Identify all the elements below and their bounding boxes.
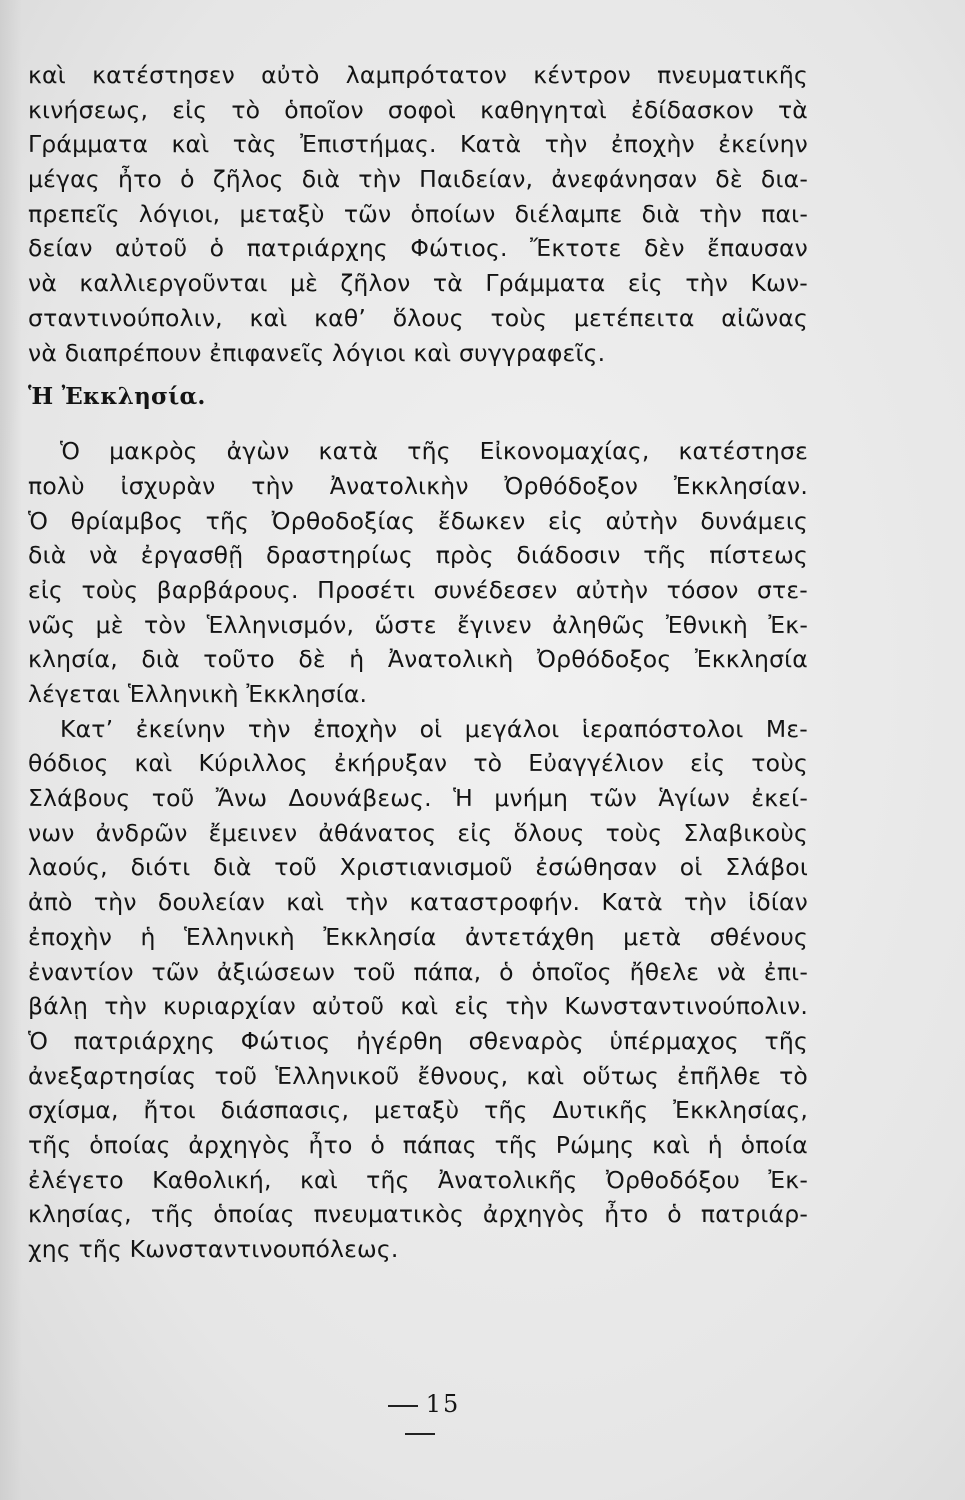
text-line: τῆς ὁποίας ἀρχηγὸς ἦτο ὁ πάπας τῆς Ρώμης καὶ ἡ ὁποία xyxy=(28,1130,808,1159)
page-edge-shadow xyxy=(0,0,22,1500)
text-line: νων ἀνδρῶν ἔμεινεν ἀθάνατος εἰς ὅλους τοὺς Σλαβικοὺς xyxy=(28,818,808,847)
page-number-footer xyxy=(360,1390,480,1446)
text-line: σχίσμα, ἤτοι διάσπασις, μεταξὺ τῆς Δυτικῆς Ἐκκλησίας, xyxy=(28,1096,808,1125)
text-line: διὰ νὰ ἐργασθῇ δραστηρίως πρὸς διάδοσιν τῆς πίστεως xyxy=(28,541,808,570)
text-line: Ὁ πατριάρχης Φώτιος ἠγέρθη σθεναρὸς ὑπέρμαχος τῆς xyxy=(28,1026,808,1055)
text-line: μέγας ἦτο ὁ ζῆλος διὰ τὴν Παιδείαν, ἀνεφάνησαν δὲ δια- xyxy=(28,165,808,194)
text-line: δείαν αὐτοῦ ὁ πατριάρχης Φώτιος. Ἔκτοτε δὲν ἔπαυσαν xyxy=(28,234,808,263)
text-line: Σλάβους τοῦ Ἄνω Δουνάβεως. Ἡ μνήμη τῶν Ἁγίων ἐκεί- xyxy=(28,784,808,813)
text-line: νῶς μὲ τὸν Ἑλληνισμόν, ὥστε ἔγινεν ἀληθῶς Ἐθνικὴ Ἐκ- xyxy=(28,610,808,639)
text-line: λαούς, διότι διὰ τοῦ Χριστιανισμοῦ ἐσώθησαν οἱ Σλάβοι xyxy=(28,853,808,882)
text-line: ἀπὸ τὴν δουλείαν καὶ τὴν καταστροφήν. Κατὰ τὴν ἰδίαν xyxy=(28,888,808,917)
paragraph-1 xyxy=(28,58,808,370)
text-line: βάλῃ τὴν κυριαρχίαν αὐτοῦ καὶ εἰς τὴν Κωνσταντινούπολιν. xyxy=(28,992,808,1021)
text-line: Ὁ θρίαμβος τῆς Ὀρθοδοξίας ἔδωκεν εἰς αὐτὴν δυνάμεις xyxy=(28,506,808,535)
text-line: καὶ κατέστησεν αὐτὸ λαμπρότατον κέντρον πνευματικῆς xyxy=(28,61,808,89)
paragraph-2 xyxy=(28,434,808,712)
text-line: πρεπεῖς λόγιοι, μεταξὺ τῶν ὁποίων διέλαμπε διὰ τὴν παι- xyxy=(28,199,808,228)
text-line: νὰ διαπρέπουν ἐπιφανεῖς λόγιοι καὶ συγγραφεῖς. xyxy=(28,338,606,367)
page-text xyxy=(28,58,808,1267)
text-line: Ὁ μακρὸς ἀγὼν κατὰ τῆς Εἰκονομαχίας, κατέστησε xyxy=(60,437,808,466)
text-line: σταντινούπολιν, καὶ καθ’ ὅλους τοὺς μετέπειτα αἰῶνας xyxy=(28,303,808,332)
text-line: κλησίας, τῆς ὁποίας πνευματικὸς ἀρχηγὸς ἦτο ὁ πατριάρ- xyxy=(28,1200,808,1229)
text-line: Γράμματα καὶ τὰς Ἐπιστήμας. Κατὰ τὴν ἐποχὴν ἐκείνην xyxy=(28,130,808,159)
text-line: θόδιος καὶ Κύριλλος ἐκήρυξαν τὸ Εὐαγγέλιον εἰς τοὺς xyxy=(28,749,808,778)
text-line: ἀνεξαρτησίας τοῦ Ἑλληνικοῦ ἔθνους, καὶ οὕτως ἐπῆλθε τὸ xyxy=(28,1061,808,1090)
page-number: 15 xyxy=(425,1390,461,1418)
text-line: κινήσεως, εἰς τὸ ὁποῖον σοφοὶ καθηγηταὶ ἐδίδασκον τὰ xyxy=(28,95,808,124)
paragraph-3 xyxy=(28,712,808,1267)
text-line: Κατ’ ἐκείνην τὴν ἐποχὴν οἱ μεγάλοι ἱεραπόστολοι Με- xyxy=(60,714,808,743)
text-line: πολὺ ἰσχυρὰν τὴν Ἀνατολικὴν Ὀρθόδοξον Ἐκκλησίαν. xyxy=(28,471,808,500)
section-heading: Ἡ Ἐκκλησία. xyxy=(28,383,206,411)
dash-right xyxy=(405,1433,435,1435)
text-line: κλησία, διὰ τοῦτο δὲ ἡ Ἀνατολικὴ Ὀρθόδοξος Ἐκκλησία xyxy=(28,645,808,674)
text-line: ἐναντίον τῶν ἀξιώσεων τοῦ πάπα, ὁ ὁποῖος ἤθελε νὰ ἐπι- xyxy=(28,957,808,986)
text-line: εἰς τοὺς βαρβάρους. Προσέτι συνέδεσεν αὐτὴν τόσον στε- xyxy=(28,575,808,604)
text-line: νὰ καλλιεργοῦνται μὲ ζῆλον τὰ Γράμματα εἰς τὴν Κων- xyxy=(28,269,808,298)
text-line: ἐλέγετο Καθολική, καὶ τῆς Ἀνατολικῆς Ὀρθοδόξου Ἐκ- xyxy=(28,1165,808,1194)
dash-left xyxy=(388,1405,418,1407)
text-line: ἐποχὴν ἡ Ἑλληνικὴ Ἐκκλησία ἀντετάχθη μετὰ σθένους xyxy=(28,922,808,951)
text-line: λέγεται Ἑλληνικὴ Ἐκκλησία. xyxy=(28,680,368,708)
text-line: χης τῆς Κωνσταντινουπόλεως. xyxy=(28,1235,399,1263)
